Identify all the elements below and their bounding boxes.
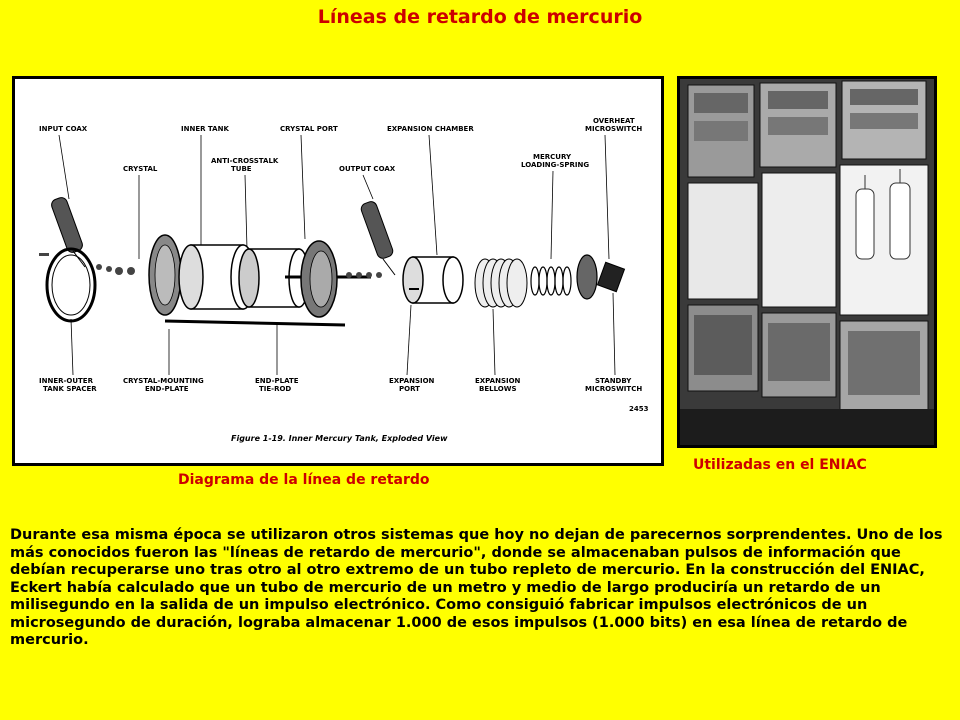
label-loading-spring: LOADING-SPRING <box>521 161 590 169</box>
label-overheat-microswitch: MICROSWITCH <box>585 125 643 133</box>
label-expansion-chamber: EXPANSION CHAMBER <box>387 125 474 133</box>
figure-number: 2453 <box>629 405 649 413</box>
label-expansion-bellows-2: BELLOWS <box>479 385 517 393</box>
photo-caption: Utilizadas en el ENIAC <box>693 457 867 473</box>
label-anti-crosstalk-tube: TUBE <box>231 165 252 173</box>
middle-panels <box>688 165 928 315</box>
label-standby-microswitch: MICROSWITCH <box>585 385 643 393</box>
label-expansion-bellows-1: EXPANSION <box>475 377 521 385</box>
label-output-coax: OUTPUT COAX <box>339 165 396 173</box>
label-crystal-port: CRYSTAL PORT <box>280 125 338 133</box>
label-inner-outer: INNER-OUTER <box>39 377 93 385</box>
label-inner-tank: INNER TANK <box>181 125 229 133</box>
expansion-bellows-part <box>475 259 527 307</box>
mercury-loading-spring-part <box>531 267 571 295</box>
exploded-view-drawing <box>15 79 661 463</box>
label-crystal-mounting: CRYSTAL-MOUNTING <box>123 377 204 385</box>
end-plate-tie-rod <box>165 321 345 325</box>
label-end-plate: END-PLATE <box>255 377 299 385</box>
expansion-chamber-part <box>403 257 463 303</box>
inner-outer-tank-spacer <box>47 249 95 321</box>
label-tie-rod: TIE-ROD <box>259 385 292 393</box>
page-title: Líneas de retardo de mercurio <box>317 6 643 28</box>
eniac-panels-illustration <box>680 79 934 445</box>
label-tank-spacer: TANK SPACER <box>43 385 97 393</box>
label-anti-crosstalk: ANTI-CROSSTALK <box>211 157 279 165</box>
figure-caption: Figure 1-19. Inner Mercury Tank, Exploded View <box>231 434 448 443</box>
label-crystal-mounting-end-plate: END-PLATE <box>145 385 189 393</box>
label-expansion-port-1: EXPANSION <box>389 377 435 385</box>
label-mercury: MERCURY <box>533 153 572 161</box>
output-coax-part <box>360 200 395 275</box>
delay-line-diagram <box>12 76 664 466</box>
eniac-photo <box>677 76 937 448</box>
label-input-coax: INPUT COAX <box>39 125 88 133</box>
diagram-caption: Diagrama de la línea de retardo <box>178 472 430 488</box>
label-standby: STANDBY <box>595 377 632 385</box>
label-expansion-port-2: PORT <box>399 385 420 393</box>
label-crystal: CRYSTAL <box>123 165 158 173</box>
end-cap-part <box>577 255 597 299</box>
microswitch-part <box>597 262 624 291</box>
body-paragraph: Durante esa misma época se utilizaron otros sistemas que hoy no dejan de parecernos sorprendentes. Uno de los más conocidos fueron las "líneas de retardo de mercurio", donde se almacenaban pulsos de información que debían recuperarse uno tras otro al otro extremo de un tubo repleto de mercurio. En la construcción del ENIAC, Eckert había calculado que un tubo de mercurio de un metro y medio de largo produciría un retardo de un milisegundo en la salida de un impulso electrónico. Como consiguió fabricar impulsos electrónicos de un microsegundo de duración, lograba almacenar 1.000 de esos impulsos (1.000 bits) en esa línea de retardo de mercurio. <box>10 527 943 648</box>
label-overheat: OVERHEAT <box>593 117 635 125</box>
